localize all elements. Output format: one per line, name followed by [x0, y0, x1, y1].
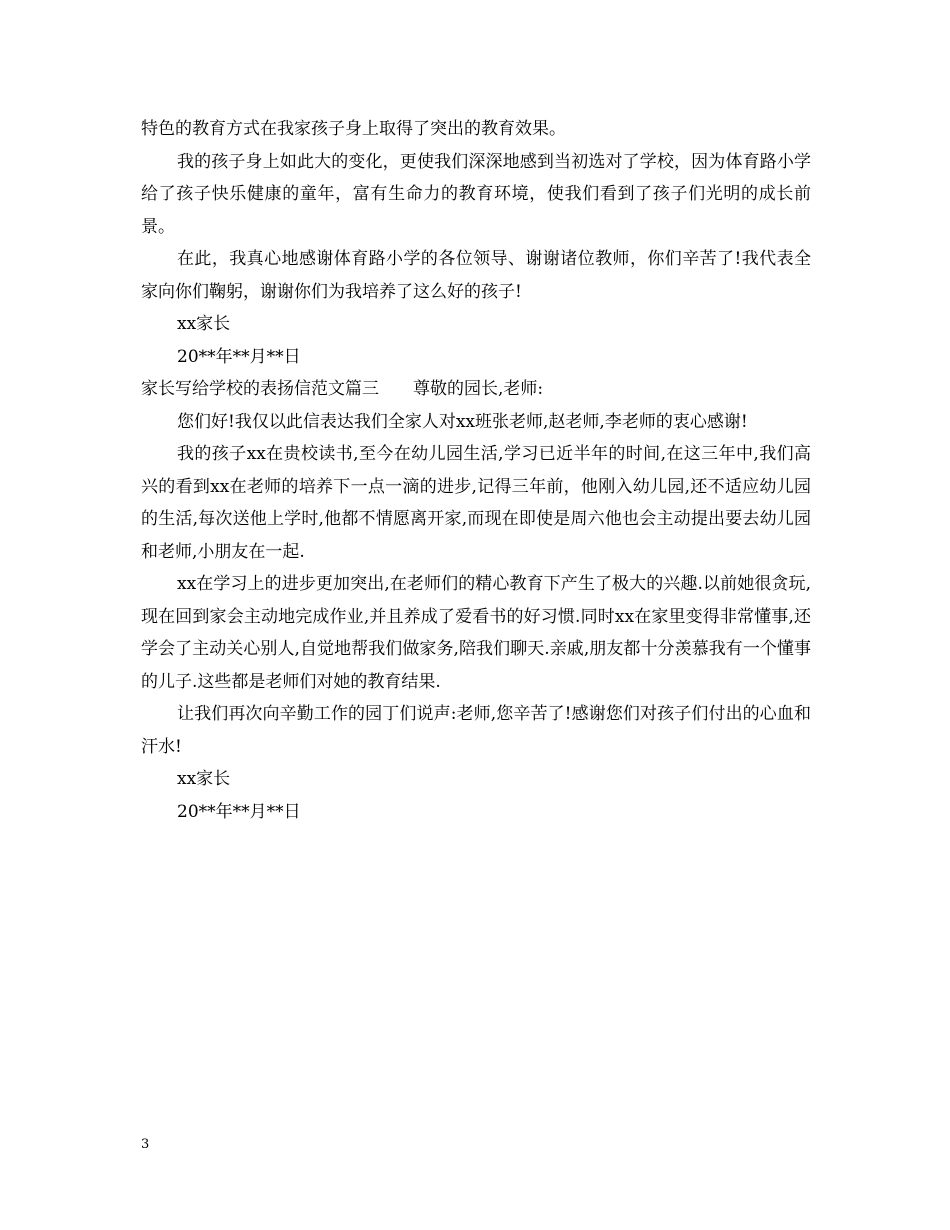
paragraph-closing: 让我们再次向辛勤工作的园丁们说声:老师,您辛苦了!感谢您们对孩子们付出的心血和汗水! [141, 704, 811, 757]
signature-parent-2: xx家长 [177, 769, 231, 789]
paragraph-kindergarten: 我的孩子xx在贵校读书,至今在幼儿园生活,学习已近半年的时间,在这三年中,我们高兴的看到xx在老师的培养下一点一滴的进步,记得三年前，他刚入幼儿园,还不适应幼儿园的生活,每次送他上学时,他都不情愿离开家,而现在即使是周六他也会主动提出要去幼儿园和老师,小朋友在一起. [141, 444, 811, 562]
section-heading: 家长写给学校的表扬信范文篇三 尊敬的园长,老师: [141, 379, 544, 399]
signature-date-2: 20**年**月**日 [177, 801, 301, 822]
page-number: 3 [141, 1137, 150, 1152]
paragraph-thanks: 在此，我真心地感谢体育路小学的各位领导、谢谢诸位教师，你们辛苦了!我代表全家向你们鞠躬，谢谢你们为我培养了这么好的孩子! [141, 249, 811, 302]
paragraph-greeting: 您们好!我仅以此信表达我们全家人对xx班张老师,赵老师,李老师的衷心感谢! [177, 411, 748, 432]
signature-date: 20**年**月**日 [177, 346, 301, 367]
document-body [141, 113, 811, 828]
paragraph-progress: xx在学习上的进步更加突出,在老师们的精心教育下产生了极大的兴趣.以前她很贪玩,现在回到家会主动地完成作业,并且养成了爱看书的好习惯.同时xx在家里变得非常懂事,还学会了主动关心别人,自觉地帮我们做家务,陪我们聊天.亲戚,朋友都十分羡慕我有一个懂事的儿子.这些都是老师们对她的教育结果. [141, 574, 811, 692]
paragraph-continuation: 特色的教育方式在我家孩子身上取得了突出的教育效果。 [141, 119, 566, 139]
signature-parent: xx家长 [177, 314, 231, 334]
paragraph-school-choice: 我的孩子身上如此大的变化，更使我们深深地感到当初选对了学校，因为体育路小学给了孩子快乐健康的童年，富有生命力的教育环境，使我们看到了孩子们光明的成长前景。 [141, 151, 811, 237]
